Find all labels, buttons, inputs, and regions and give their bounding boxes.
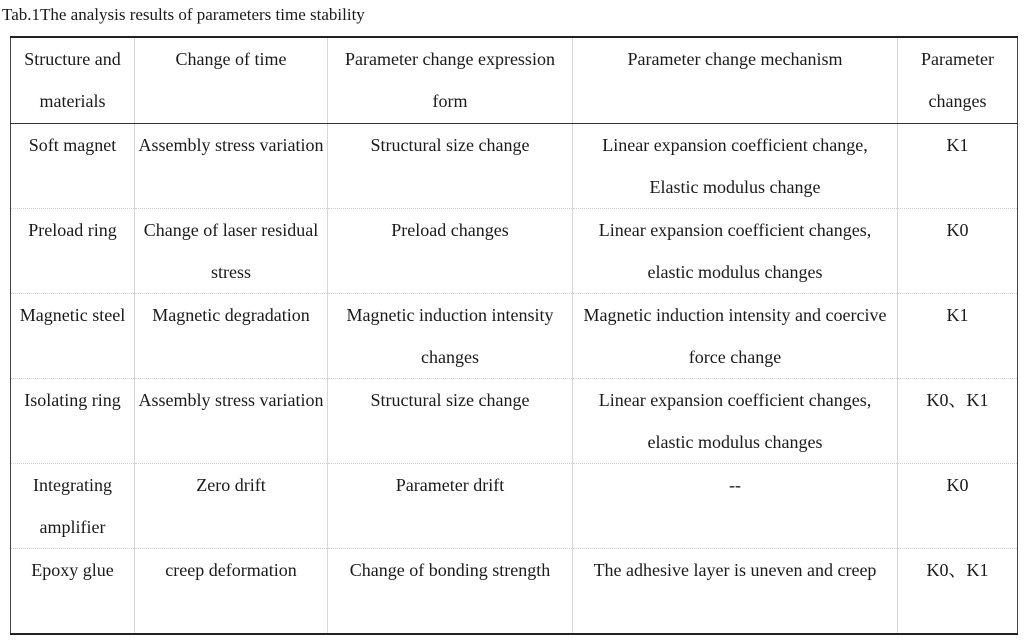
table-caption: Tab.1The analysis results of parameters time stability — [2, 5, 365, 24]
cell-change-of-time: creep deformation — [135, 549, 328, 635]
cell-change-of-time: Change of laser residual stress — [135, 209, 328, 294]
cell-parameter-changes: K0 — [898, 464, 1018, 549]
cell-parameter-changes: K0、K1 — [898, 379, 1018, 464]
cell-mechanism: Linear expansion coefficient changes, elastic modulus changes — [573, 209, 898, 294]
cell-structure: Isolating ring — [11, 379, 135, 464]
table-header-row — [11, 37, 1018, 124]
header-parameter-changes: Parameter changes — [898, 37, 1018, 124]
cell-mechanism: Magnetic induction intensity and coercive force change — [573, 294, 898, 379]
table-row — [11, 379, 1018, 464]
cell-parameter-changes: K1 — [898, 124, 1018, 209]
cell-expression-form: Preload changes — [328, 209, 573, 294]
cell-expression-form: Structural size change — [328, 379, 573, 464]
cell-change-of-time: Zero drift — [135, 464, 328, 549]
cell-mechanism: -- — [573, 464, 898, 549]
table-row — [11, 209, 1018, 294]
cell-mechanism: The adhesive layer is uneven and creep — [573, 549, 898, 635]
cell-structure: Epoxy glue — [11, 549, 135, 635]
table-row — [11, 124, 1018, 209]
table-row — [11, 464, 1018, 549]
cell-structure: Soft magnet — [11, 124, 135, 209]
cell-parameter-changes: K1 — [898, 294, 1018, 379]
cell-expression-form: Structural size change — [328, 124, 573, 209]
header-structure-materials: Structure and materials — [11, 37, 135, 124]
cell-structure: Preload ring — [11, 209, 135, 294]
cell-expression-form: Change of bonding strength — [328, 549, 573, 635]
cell-expression-form: Parameter drift — [328, 464, 573, 549]
cell-expression-form: Magnetic induction intensity changes — [328, 294, 573, 379]
cell-change-of-time: Assembly stress variation — [135, 379, 328, 464]
cell-parameter-changes: K0 — [898, 209, 1018, 294]
cell-structure: Integrating amplifier — [11, 464, 135, 549]
cell-mechanism: Linear expansion coefficient change, Elastic modulus change — [573, 124, 898, 209]
header-expression-form: Parameter change expression form — [328, 37, 573, 124]
cell-change-of-time: Assembly stress variation — [135, 124, 328, 209]
cell-structure: Magnetic steel — [11, 294, 135, 379]
table-row — [11, 294, 1018, 379]
header-change-mechanism: Parameter change mechanism — [573, 37, 898, 124]
cell-change-of-time: Magnetic degradation — [135, 294, 328, 379]
table-row — [11, 549, 1018, 635]
cell-parameter-changes: K0、K1 — [898, 549, 1018, 635]
results-table — [10, 36, 1018, 635]
cell-mechanism: Linear expansion coefficient changes, elastic modulus changes — [573, 379, 898, 464]
header-change-of-time: Change of time — [135, 37, 328, 124]
